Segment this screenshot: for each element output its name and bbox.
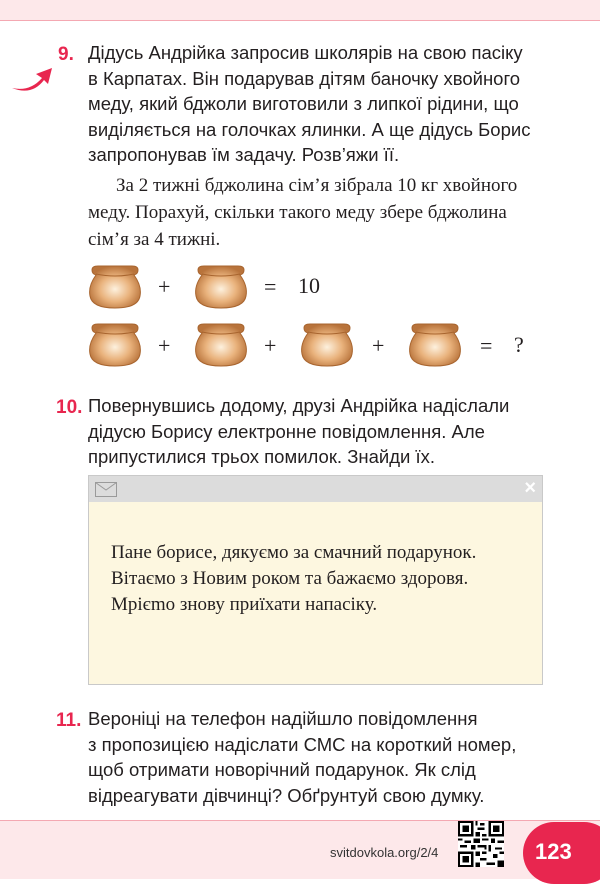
message-body xyxy=(111,540,476,618)
task-line: припустилися трьох помилок. Знайди їх. xyxy=(88,446,436,467)
honey-pot-icon xyxy=(86,264,144,310)
task-line: виділяється на голочках ялинки. А ще дідусь Борис xyxy=(88,118,531,140)
task-line: Вероніці на телефон надійшло повідомлення xyxy=(88,708,478,729)
honey-pot-icon xyxy=(86,322,144,368)
footer-band xyxy=(0,820,600,879)
task-line: дідусю Борису електронне повідомлення. Але xyxy=(88,420,485,442)
task-line: Повернувшись додому, друзі Андрійка надіслали xyxy=(88,395,510,416)
task-line: в Карпатах. Він подарував дітям баночку хвойного xyxy=(88,67,521,89)
message-title-bar xyxy=(89,476,542,502)
task-10-text xyxy=(88,393,509,470)
honey-pot-icon xyxy=(406,322,464,368)
equals-sign: = xyxy=(264,274,277,299)
task-9-problem xyxy=(88,172,517,253)
message-line: Вітаємо з Новим роком та бажаємо здоровя. xyxy=(111,568,469,589)
eq1-result: 10 xyxy=(298,273,320,298)
page-number: 123 xyxy=(523,822,600,884)
honey-pot-icon xyxy=(192,264,250,310)
envelope-icon xyxy=(95,482,117,497)
plus-sign: + xyxy=(264,333,277,358)
task-line: меду, який бджоли виготовили з липкої рідини, що xyxy=(88,93,519,114)
task-line: з пропозицією надіслати СМС на короткий номер, xyxy=(88,733,517,755)
task-line: Дідусь Андрійка запросив школярів на свою пасіку xyxy=(88,42,523,63)
task-line: відреагувати дівчинці? Обґрунтуй свою думку. xyxy=(88,784,485,806)
message-window xyxy=(88,475,543,685)
problem-line: сім’я за 4 тижні. xyxy=(88,229,221,250)
plus-sign: + xyxy=(158,274,171,299)
pointer-arrow-icon xyxy=(8,62,56,96)
task-9-number: 9. xyxy=(58,44,74,65)
message-line: Пане борисе, дякуємо за смачний подарунок. xyxy=(111,542,477,563)
task-9-text xyxy=(88,40,530,168)
plus-sign: + xyxy=(158,333,171,358)
task-11-text xyxy=(88,706,516,808)
qr-code-icon[interactable] xyxy=(458,821,504,867)
problem-line: За 2 тижні бджолина сім’я зібрала 10 кг хвойного xyxy=(116,175,518,196)
eq2-result: ? xyxy=(514,332,524,357)
footer-url[interactable]: svitdovkola.org/2/4 xyxy=(330,845,439,860)
problem-line: меду. Порахуй, скільки такого меду збере бджолина xyxy=(88,202,507,223)
top-rule xyxy=(0,0,600,21)
task-line: запропонував їм задачу. Розв’яжи її. xyxy=(88,144,400,165)
plus-sign: + xyxy=(372,333,385,358)
equals-sign: = xyxy=(480,333,493,358)
close-icon[interactable]: × xyxy=(524,477,536,499)
honey-pot-icon xyxy=(192,322,250,368)
honey-pot-icon xyxy=(298,322,356,368)
message-line: Мрієmo знову приїхати напасіку. xyxy=(111,594,378,615)
task-11-number: 11. xyxy=(56,710,82,731)
task-line: щоб отримати новорічний подарунок. Як слід xyxy=(88,759,476,780)
task-10-number: 10. xyxy=(56,397,83,418)
